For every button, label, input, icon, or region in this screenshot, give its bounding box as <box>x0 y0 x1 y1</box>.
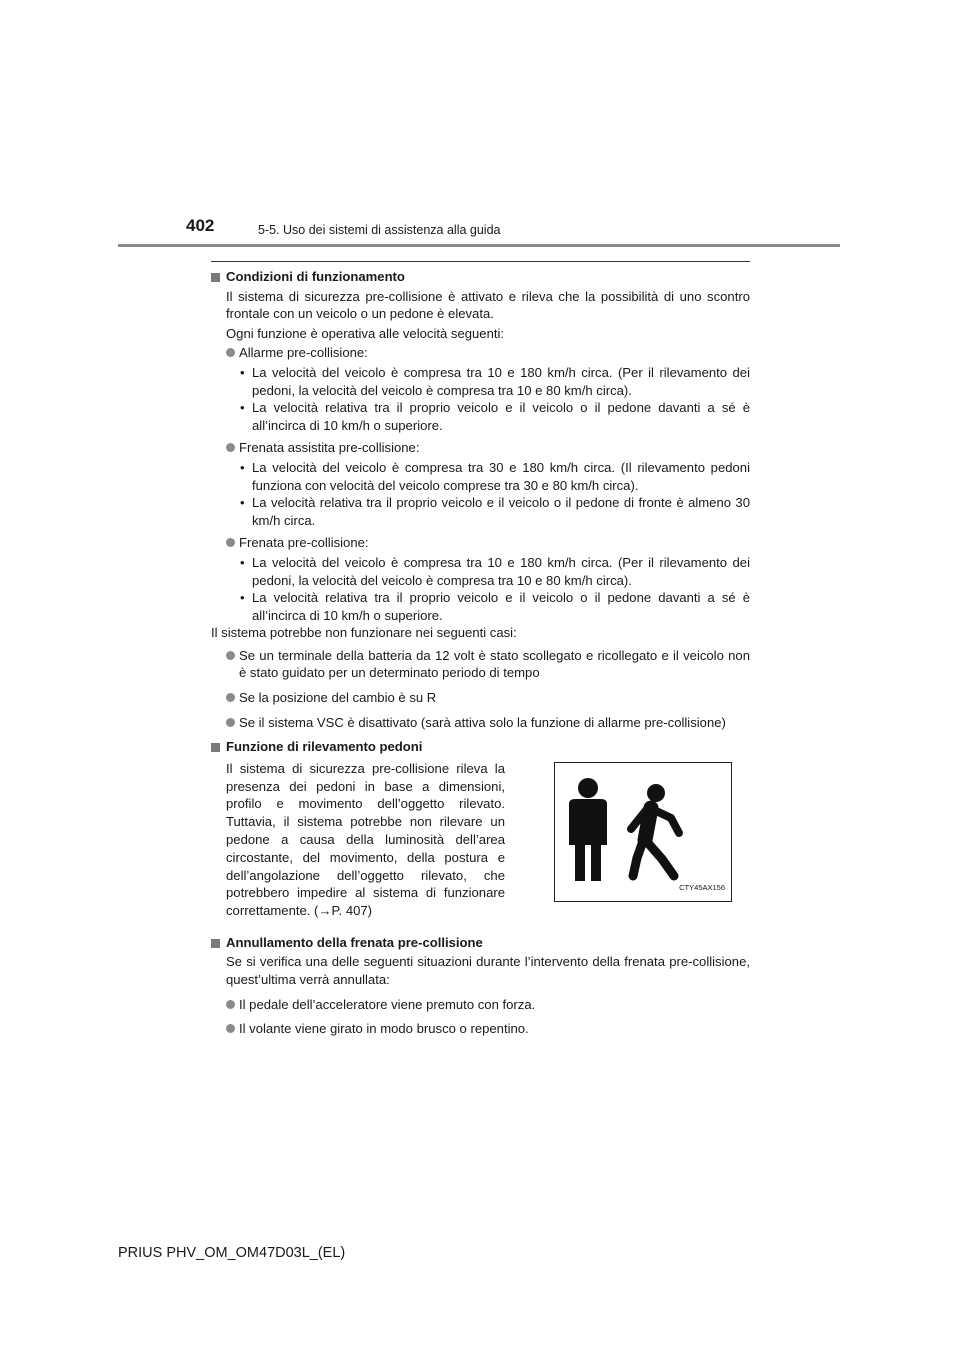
figure-code: CTY45AX156 <box>679 883 725 893</box>
paragraph: Il sistema potrebbe non funzionare nei seguenti casi: <box>211 625 517 641</box>
walking-person-front-arm-icon <box>671 818 679 833</box>
sub-bullet: • La velocità relativa tra il proprio veicolo e il veicolo o il pedone davanti a sé è all’incirca di 10 km/h o superiore. <box>211 399 750 434</box>
walking-person-head-icon <box>647 784 665 802</box>
sub-bullet: • La velocità relativa tra il proprio veicolo e il veicolo o il pedone davanti a sé è all’incirca di 10 km/h o superiore. <box>211 589 750 624</box>
pedestrian-figure <box>554 762 732 902</box>
page-content <box>211 268 750 1040</box>
sub-bullet: • La velocità del veicolo è compresa tra 10 e 180 km/h circa. (Per il rilevamento dei pedoni, la velocità del veicolo è compresa tra 10 e 80 km/h circa). <box>211 364 750 399</box>
standing-person-body-icon <box>569 799 607 881</box>
content-top-rule <box>211 261 750 262</box>
paragraph: Il sistema di sicurezza pre-collisione è attivato e rileva che la possibilità di uno scontro frontale con un veicolo o un pedone è elevata. <box>226 288 750 322</box>
bullet-pre-collision-brake: Frenata pre-collisione: <box>211 534 750 552</box>
bullet-condition: Se un terminale della batteria da 12 volt è stato scollegato e ricollegato e il veicolo non è stato guidato per un determinato periodo di tempo <box>211 647 750 682</box>
header-rule <box>118 244 840 247</box>
sub-bullet: • La velocità del veicolo è compresa tra 10 e 180 km/h circa. (Per il rilevamento dei pedoni, la velocità del veicolo è compresa tra 10 e 80 km/h circa). <box>211 554 750 589</box>
heading-brake-cancel: Annullamento della frenata pre-collisione <box>211 934 750 952</box>
pedestrian-text: Il sistema di sicurezza pre-collisione rileva la presenza dei pedoni in base a dimensioni, profilo e movimento dell’oggetto rilevato. Tuttavia, il sistema potrebbe non rilevare un pedone a causa della luminosità dell’area circostante, del movimento, della postura e dell’angolazione dell’oggetto rilevato, che potrebbero impedire al sistema di funzionare correttamente. (→P. 407) <box>226 760 505 919</box>
heading-pedestrian-detection: Funzione di rilevamento pedoni <box>211 738 750 756</box>
paragraph: Ogni funzione è operativa alle velocità seguenti: <box>226 325 505 341</box>
section-title: 5-5. Uso dei sistemi di assistenza alla guida <box>258 223 501 237</box>
paragraph: Se si verifica una delle seguenti situazioni durante l’intervento della frenata pre-collisione, quest’ultima verrà annullata: <box>226 954 750 988</box>
heading-operating-conditions: Condizioni di funzionamento <box>211 268 750 286</box>
bullet-alarm: Allarme pre-collisione: <box>211 344 750 362</box>
pedestrian-section <box>211 760 750 934</box>
bullet-cancel-condition: Il pedale dell’acceleratore viene premuto con forza. <box>211 996 750 1014</box>
bullet-condition: Se il sistema VSC è disattivato (sarà attiva solo la funzione di allarme pre-collisione) <box>211 714 750 732</box>
page-number: 402 <box>186 216 215 235</box>
sub-bullet: • La velocità relativa tra il proprio veicolo e il veicolo o il pedone di fronte è almeno 30 km/h circa. <box>211 494 750 529</box>
sub-bullet: • La velocità del veicolo è compresa tra 30 e 180 km/h circa. (Il rilevamento pedoni funziona con velocità del veicolo comprese tra 30 e 80 km/h circa). <box>211 459 750 494</box>
footer-document-code: PRIUS PHV_OM_OM47D03L_(EL) <box>118 1245 346 1261</box>
bullet-cancel-condition: Il volante viene girato in modo brusco o repentino. <box>211 1020 750 1038</box>
walking-person-back-leg-icon <box>633 858 637 876</box>
standing-person-head-icon <box>578 778 598 798</box>
bullet-brake-assist: Frenata assistita pre-collisione: <box>211 439 750 457</box>
bullet-condition: Se la posizione del cambio è su R <box>211 689 750 707</box>
walking-person-front-leg-icon <box>662 859 674 876</box>
